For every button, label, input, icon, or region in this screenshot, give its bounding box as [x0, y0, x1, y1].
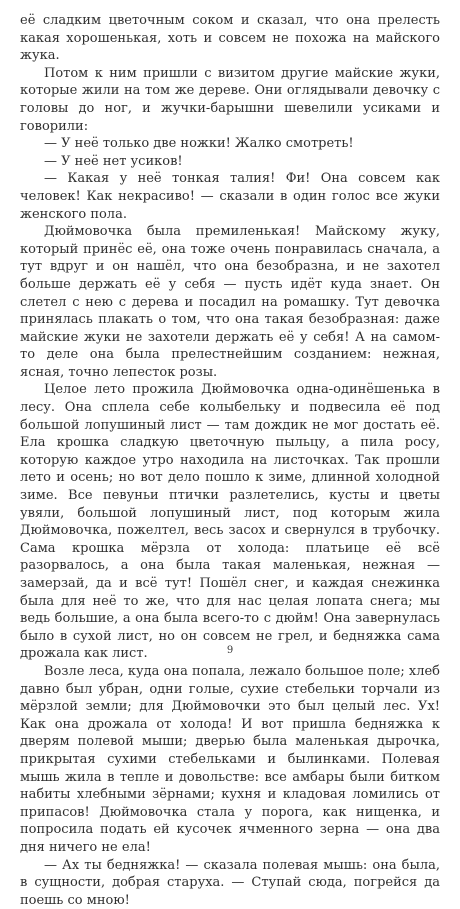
book-page-text: [20, 12, 440, 909]
paragraph: Целое лето прожила Дюймовочка одна-одинёшенька в лесу. Она сплела себе колыбельку и подвесила её под большой лопушиный лист — там дождик не мог достать её. Ела крошка сладкую цветочную пыльцу, а пила росу, которую каждое утро находила на листочках. Так прошли лето и осень; но вот дело пошло к зиме, длинной холодной зиме. Все певуньи птички разлетелись, кусты и цветы увяли, большой лопушиный лист, под которым жила Дюймовочка, пожелтел, весь засох и свернулся в трубочку. Сама крошка мёрзла от холода: платьице её всё разорвалось, а она была такая маленькая, нежная — замерзай, да и всё тут! Пошёл снег, и каждая снежинка была для неё то же, что для нас целая лопата снега; мы ведь большие, а она была всего-то с дюйм! Она завернулась было в сухой лист, но он совсем не грел, и бедняжка сама дрожала как лист.: [20, 381, 440, 663]
paragraph: Возле леса, куда она попала, лежало большое поле; хлеб давно был убран, одни голые, сухие стебельки торчали из мёрзлой земли; для Дюймовочки это был целый лес. Ух! Как она дрожала от холода! И вот пришла бедняжка к дверям полевой мыши; дверью была маленькая дырочка, прикрытая сухими стебельками и былинками. Полевая мышь жила в тепле и довольстве: все амбары были битком набиты хлебными зёрнами; кухня и кладовая ломились от припасов! Дюймовочка стала у порога, как нищенка, и попросила подать ей кусочек ячменного зерна — она два дня ничего не ела!: [20, 663, 440, 857]
dialogue-line: — Какая у неё тонкая талия! Фи! Она совсем как человек! Как некрасиво! — сказали в один голос все жуки женского пола.: [20, 170, 440, 223]
paragraph: Дюймовочка была премиленькая! Майскому жуку, который принёс её, она тоже очень понравилась сначала, а тут вдруг и он нашёл, что она безобразна, и не захотел больше держать её у себя — пусть идёт куда знает. Он слетел с нею с дерева и посадил на ромашку. Тут девочка принялась плакать о том, что она такая безобразная: даже майские жуки не захотели держать её у себя! А на самом-то деле она была прелестнейшим созданием: нежная, ясная, точно лепесток розы.: [20, 223, 440, 381]
paragraph: её сладким цветочным соком и сказал, что она прелесть какая хорошенькая, хоть и совсем не похожа на майского жука.: [20, 12, 440, 65]
page-number: 9: [0, 645, 460, 656]
paragraph: Потом к ним пришли с визитом другие майские жуки, которые жили на том же дереве. Они оглядывали девочку с головы до ног, и жучки-барышни шевелили усиками и говорили:: [20, 65, 440, 135]
dialogue-line: — У неё только две ножки! Жалко смотреть!: [20, 135, 440, 153]
dialogue-line: — У неё нет усиков!: [20, 153, 440, 171]
dialogue-line: — Ах ты бедняжка! — сказала полевая мышь: она была, в сущности, добрая старуха. — Ступай сюда, погрейся да поешь со мною!: [20, 857, 440, 909]
